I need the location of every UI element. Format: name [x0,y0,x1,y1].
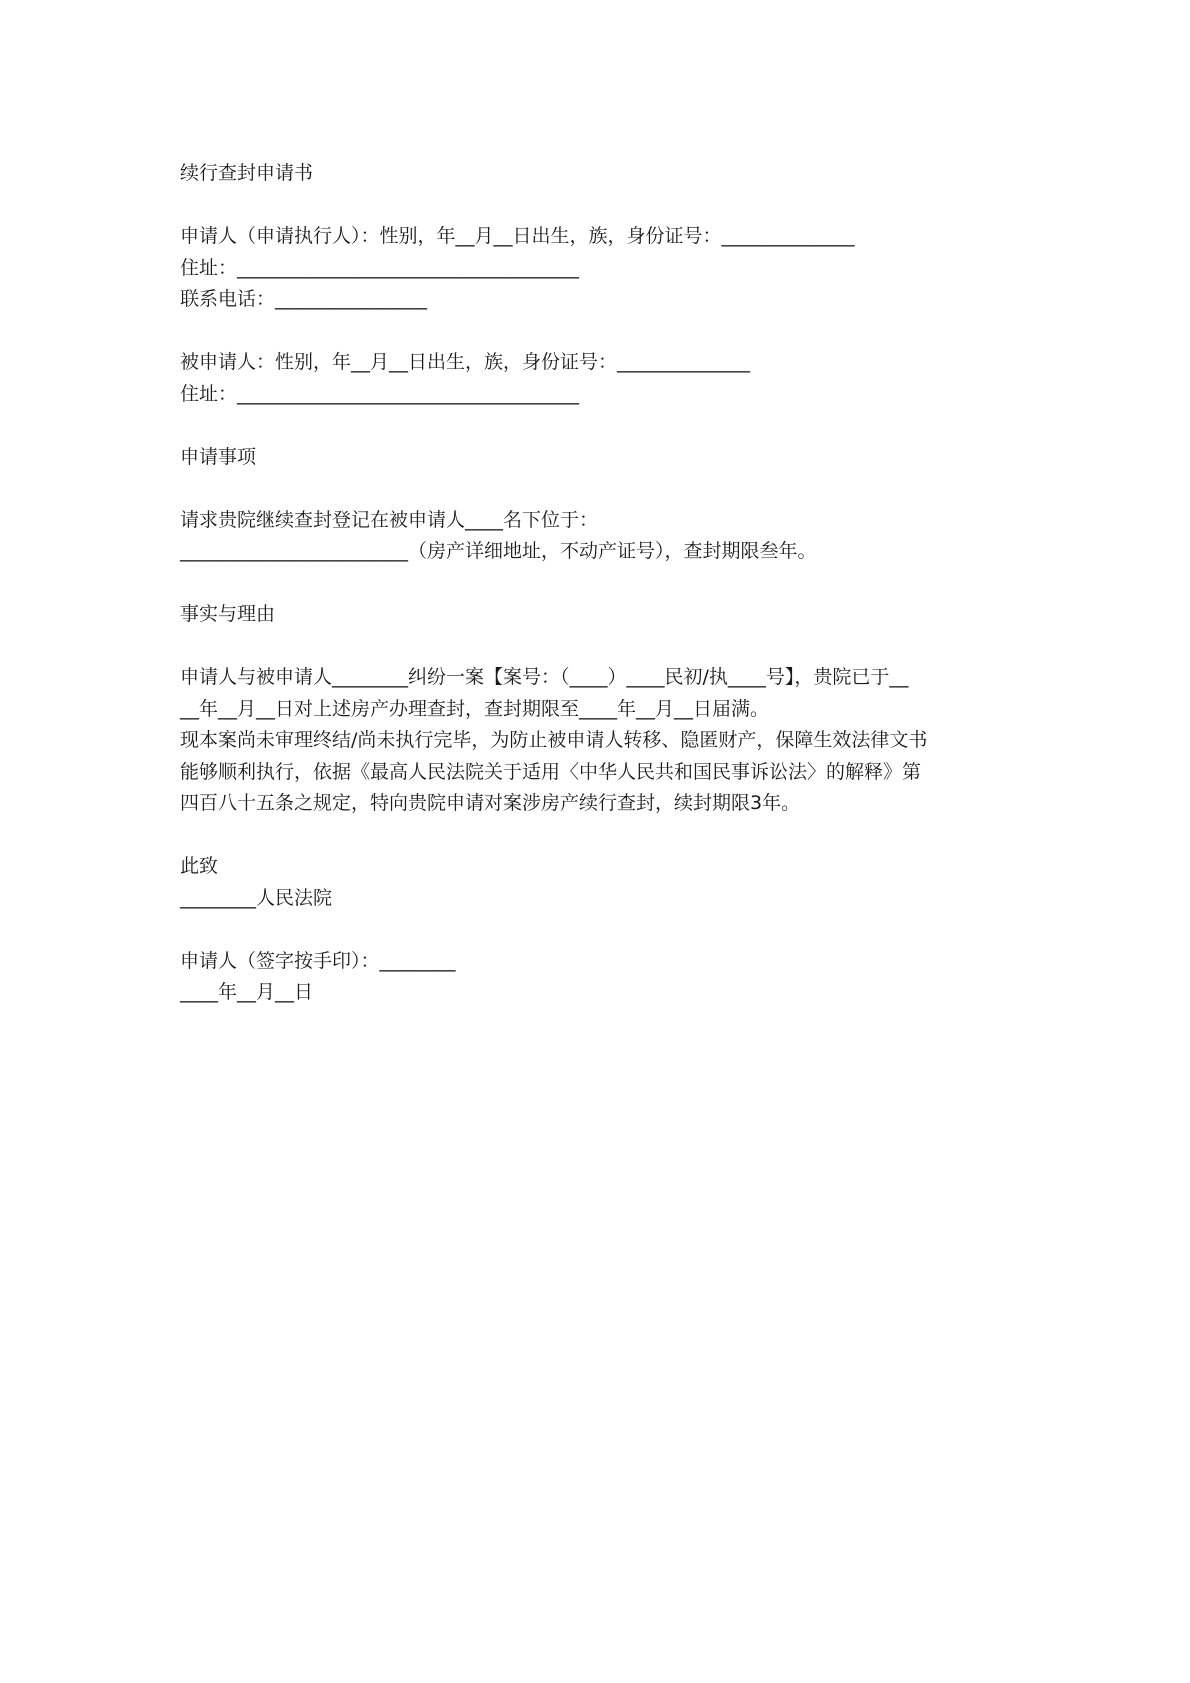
closing-court: ________人民法院 [180,886,333,909]
respondent-info-line: 被申请人：性别，年__月__日出生，族，身份证号：______________ [180,351,751,373]
applicant-info-line: 申请人（申请执行人）：性别，年__月__日出生，族，身份证号：______________ [180,225,855,247]
facts-line: 现本案尚未审理终结/尚未执行完毕，为防止被申请人转移、隐匿财产，保障生效法律文书 [180,729,928,751]
spacer [180,316,1010,348]
facts-heading: 事实与理由 [180,603,276,625]
signature-date: ____年__月__日 [180,981,314,1003]
spacer [180,473,1010,505]
facts-line: __年__月__日对上述房产办理查封，查封期限至____年__月__日届满。 [180,697,770,720]
request-line: 请求贵院继续查封登记在被申请人____名下位于： [180,508,599,531]
applicant-address-line: 住址：____________________________________ [180,256,580,279]
spacer [180,820,1010,852]
request-heading: 申请事项 [180,445,257,468]
facts-line: 能够顺利执行，依据《最高人民法院关于适用〈中华人民共和国民事诉讼法〉的解释》第 [180,760,922,783]
spacer [180,914,1010,946]
spacer [180,631,1010,663]
facts-line: 申请人与被申请人________纠纷一案【案号：（____）____民初/执____号】，贵院已于__ [180,666,909,688]
spacer [180,190,1010,222]
spacer [180,410,1010,442]
document-page [180,158,1010,1009]
signature-line: 申请人（签字按手印）：________ [180,949,456,972]
applicant-phone-line: 联系电话：________________ [180,288,428,310]
spacer [180,568,1010,600]
facts-line: 四百八十五条之规定，特向贵院申请对案涉房产续行查封，续封期限3年。 [180,792,801,814]
document-title: 续行查封申请书 [180,162,314,184]
request-line: ________________________（房产详细地址，不动产证号），查封期限叁年。 [180,540,817,562]
closing-salutation: 此致 [180,855,219,877]
respondent-address-line: 住址：____________________________________ [180,382,580,405]
